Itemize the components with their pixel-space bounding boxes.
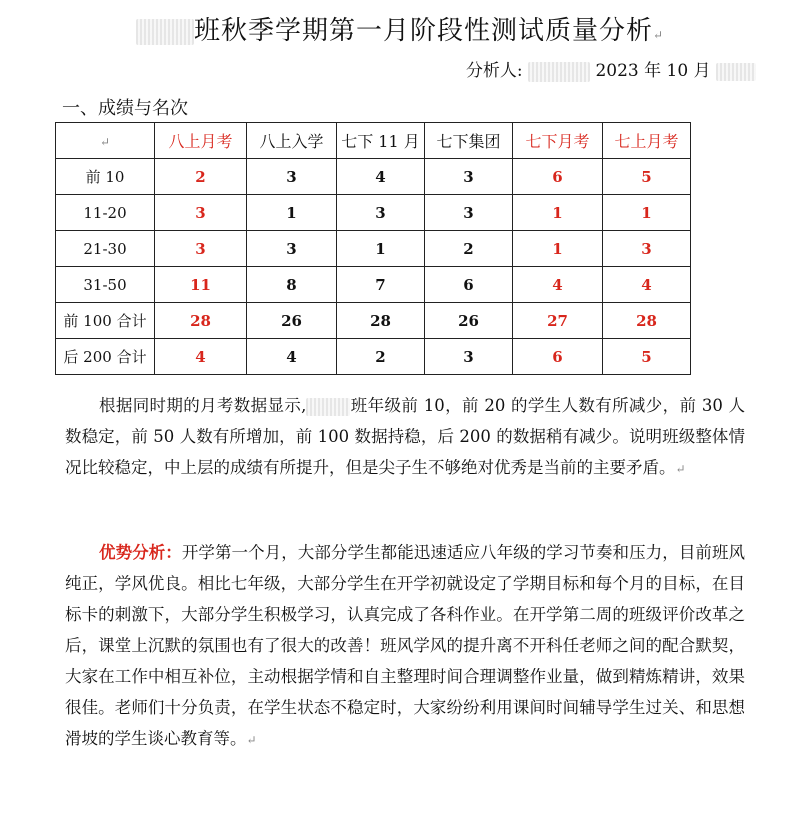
table-cell: 27 <box>513 303 603 339</box>
table-row <box>56 303 691 339</box>
row-label: 前 100 合计 <box>56 303 155 339</box>
table-cell: 1 <box>603 195 691 231</box>
section-heading: 一、成绩与名次 <box>62 98 188 119</box>
column-header: 七上月考 <box>603 123 691 159</box>
table-cell: 3 <box>155 231 247 267</box>
table-cell: 3 <box>155 195 247 231</box>
paragraph-mark: ↵ <box>675 462 686 476</box>
advantage-text: 开学第一个月，大部分学生都能迅速适应八年级的学习节奏和压力，目前班风纯正，学风优良。相比七年级，大部分学生在开学初就设定了学期目标和每个月的目标，在目标卡的刺激下，大部分学生积极学习，认真完成了各科作业。在开学第二周的班级评价改革之后，课堂上沉默的氛围也有了很大的改善！班风学风的提升离不开科任老师之间的配合默契，大家在工作中相互补位，主动根据学情和自主整理时间合理调整作业量，做到精炼精讲，效果很佳。老师们十分负责，在学生状态不稳定时，大家纷纷利用课间时间辅导学生过关、和思想滑坡的学生谈心教育等。 <box>65 543 746 748</box>
table-cell: 6 <box>513 159 603 195</box>
column-header: 七下集团 <box>425 123 513 159</box>
table-cell: 1 <box>513 195 603 231</box>
byline <box>466 56 756 82</box>
table-row <box>56 195 691 231</box>
row-label: 前 10 <box>56 159 155 195</box>
table-cell: 3 <box>425 195 513 231</box>
paragraph-mark: ↵ <box>246 733 257 747</box>
table-cell: 4 <box>247 339 337 375</box>
table-cell: 3 <box>247 231 337 267</box>
table-cell: 4 <box>513 267 603 303</box>
table-cell: 2 <box>425 231 513 267</box>
table-cell: 28 <box>337 303 425 339</box>
table-cell: 6 <box>425 267 513 303</box>
advantage-heading: 优势分析： <box>99 543 182 562</box>
table-cell: 2 <box>337 339 425 375</box>
table-cell: 2 <box>155 159 247 195</box>
table-cell: 3 <box>603 231 691 267</box>
title-text: 班秋季学期第一月阶段性测试质量分析 <box>193 16 653 46</box>
table-header-row <box>56 123 691 159</box>
row-label: 后 200 合计 <box>56 339 155 375</box>
table-row <box>56 339 691 375</box>
table-cell: 26 <box>425 303 513 339</box>
paragraph-mark: ↵ <box>652 28 665 42</box>
summary-text-after: 班年级前 10，前 20 的学生人数有所减少，前 30 人数稳定，前 50 人数有所增加，前 100 数据持稳，后 200 的数据稍有减少。说明班级整体情况比较稳定，中上层的成绩有所提升，但是尖子生不够绝对优秀是当前的主要矛盾。 <box>65 396 745 477</box>
table-cell: 1 <box>247 195 337 231</box>
document-title <box>0 10 800 47</box>
table-cell: 3 <box>425 339 513 375</box>
table-cell: 4 <box>155 339 247 375</box>
redacted-class-name <box>136 19 194 45</box>
table-cell: 8 <box>247 267 337 303</box>
table-row <box>56 159 691 195</box>
redacted-analyst-name <box>528 62 590 82</box>
analyst-label: 分析人: <box>465 61 523 81</box>
table-cell: 4 <box>337 159 425 195</box>
table-row <box>56 231 691 267</box>
column-header: 八上月考 <box>155 123 247 159</box>
redacted-date-suffix <box>716 63 756 81</box>
table-cell: 1 <box>513 231 603 267</box>
advantage-analysis-paragraph <box>65 537 745 756</box>
row-label: 31-50 <box>56 267 155 303</box>
ranking-summary-paragraph <box>65 390 745 485</box>
redacted-class-name <box>306 398 350 416</box>
row-label: 11-20 <box>56 195 155 231</box>
table-cell: 1 <box>337 231 425 267</box>
table-cell: 11 <box>155 267 247 303</box>
table-cell: 5 <box>603 159 691 195</box>
table-cell: 6 <box>513 339 603 375</box>
table-cell: 28 <box>603 303 691 339</box>
row-label: 21-30 <box>56 231 155 267</box>
summary-text-before: 根据同时期的月考数据显示, <box>99 396 307 415</box>
column-header: 八上入学 <box>247 123 337 159</box>
table-cell: 28 <box>155 303 247 339</box>
table-cell: 3 <box>337 195 425 231</box>
table-cell: 3 <box>425 159 513 195</box>
corner-cell: ↵ <box>56 123 155 159</box>
score-ranking-table <box>55 122 691 375</box>
table-row <box>56 267 691 303</box>
column-header: 七下月考 <box>513 123 603 159</box>
table-cell: 3 <box>247 159 337 195</box>
table-cell: 5 <box>603 339 691 375</box>
column-header: 七下 11 月 <box>337 123 425 159</box>
table-cell: 26 <box>247 303 337 339</box>
table-cell: 7 <box>337 267 425 303</box>
analysis-date: 2023 年 10 月 <box>595 61 711 81</box>
table-cell: 4 <box>603 267 691 303</box>
